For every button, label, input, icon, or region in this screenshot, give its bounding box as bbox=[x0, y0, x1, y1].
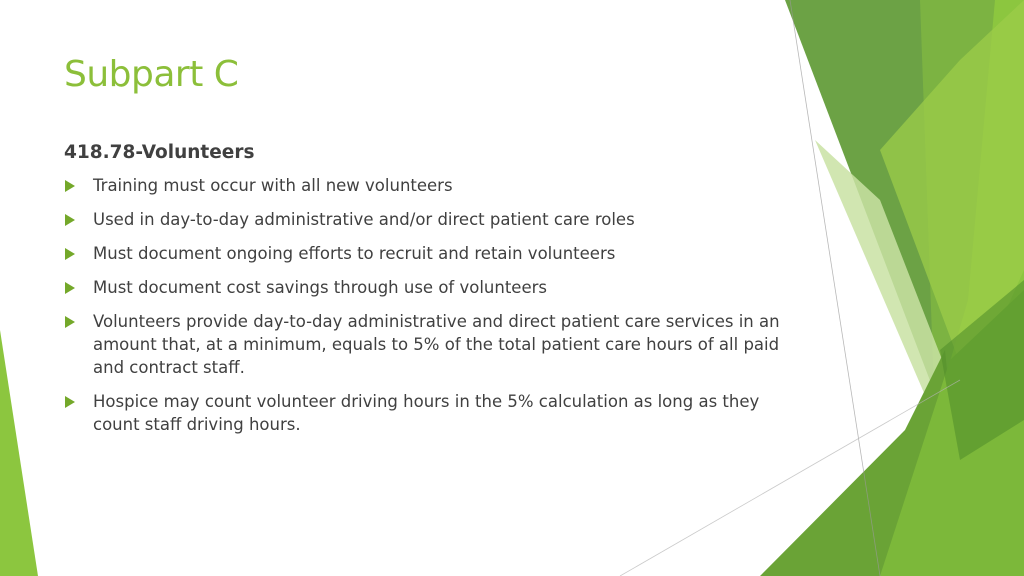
bullet-text: Training must occur with all new volunteers bbox=[93, 176, 453, 195]
list-item bbox=[64, 174, 784, 197]
list-item bbox=[64, 276, 784, 299]
triangle-bullet-icon bbox=[65, 180, 75, 192]
bullet-list bbox=[64, 174, 784, 436]
list-item bbox=[64, 310, 784, 379]
triangle-bullet-icon bbox=[65, 282, 75, 294]
triangle-bullet-icon bbox=[65, 248, 75, 260]
bullet-text: Hospice may count volunteer driving hours in the 5% calculation as long as they count staff driving hours. bbox=[93, 392, 760, 434]
left-edge-facet bbox=[0, 330, 38, 576]
list-item bbox=[64, 390, 784, 436]
triangle-bullet-icon bbox=[65, 214, 75, 226]
list-item bbox=[64, 208, 784, 231]
bullet-text: Must document cost savings through use of volunteers bbox=[93, 278, 547, 297]
bullet-text: Must document ongoing efforts to recruit and retain volunteers bbox=[93, 244, 616, 263]
triangle-bullet-icon bbox=[65, 396, 75, 408]
triangle-bullet-icon bbox=[65, 316, 75, 328]
bullet-text: Used in day-to-day administrative and/or direct patient care roles bbox=[93, 210, 635, 229]
slide-content bbox=[64, 140, 784, 447]
list-item bbox=[64, 242, 784, 265]
section-heading: 418.78-Volunteers bbox=[64, 142, 255, 163]
bullet-text: Volunteers provide day-to-day administrative and direct patient care services in an amount that, at a minimum, equals to 5% of the total patient care hours of all paid and contract staff. bbox=[93, 312, 780, 377]
slide-title: Subpart C bbox=[64, 54, 239, 95]
